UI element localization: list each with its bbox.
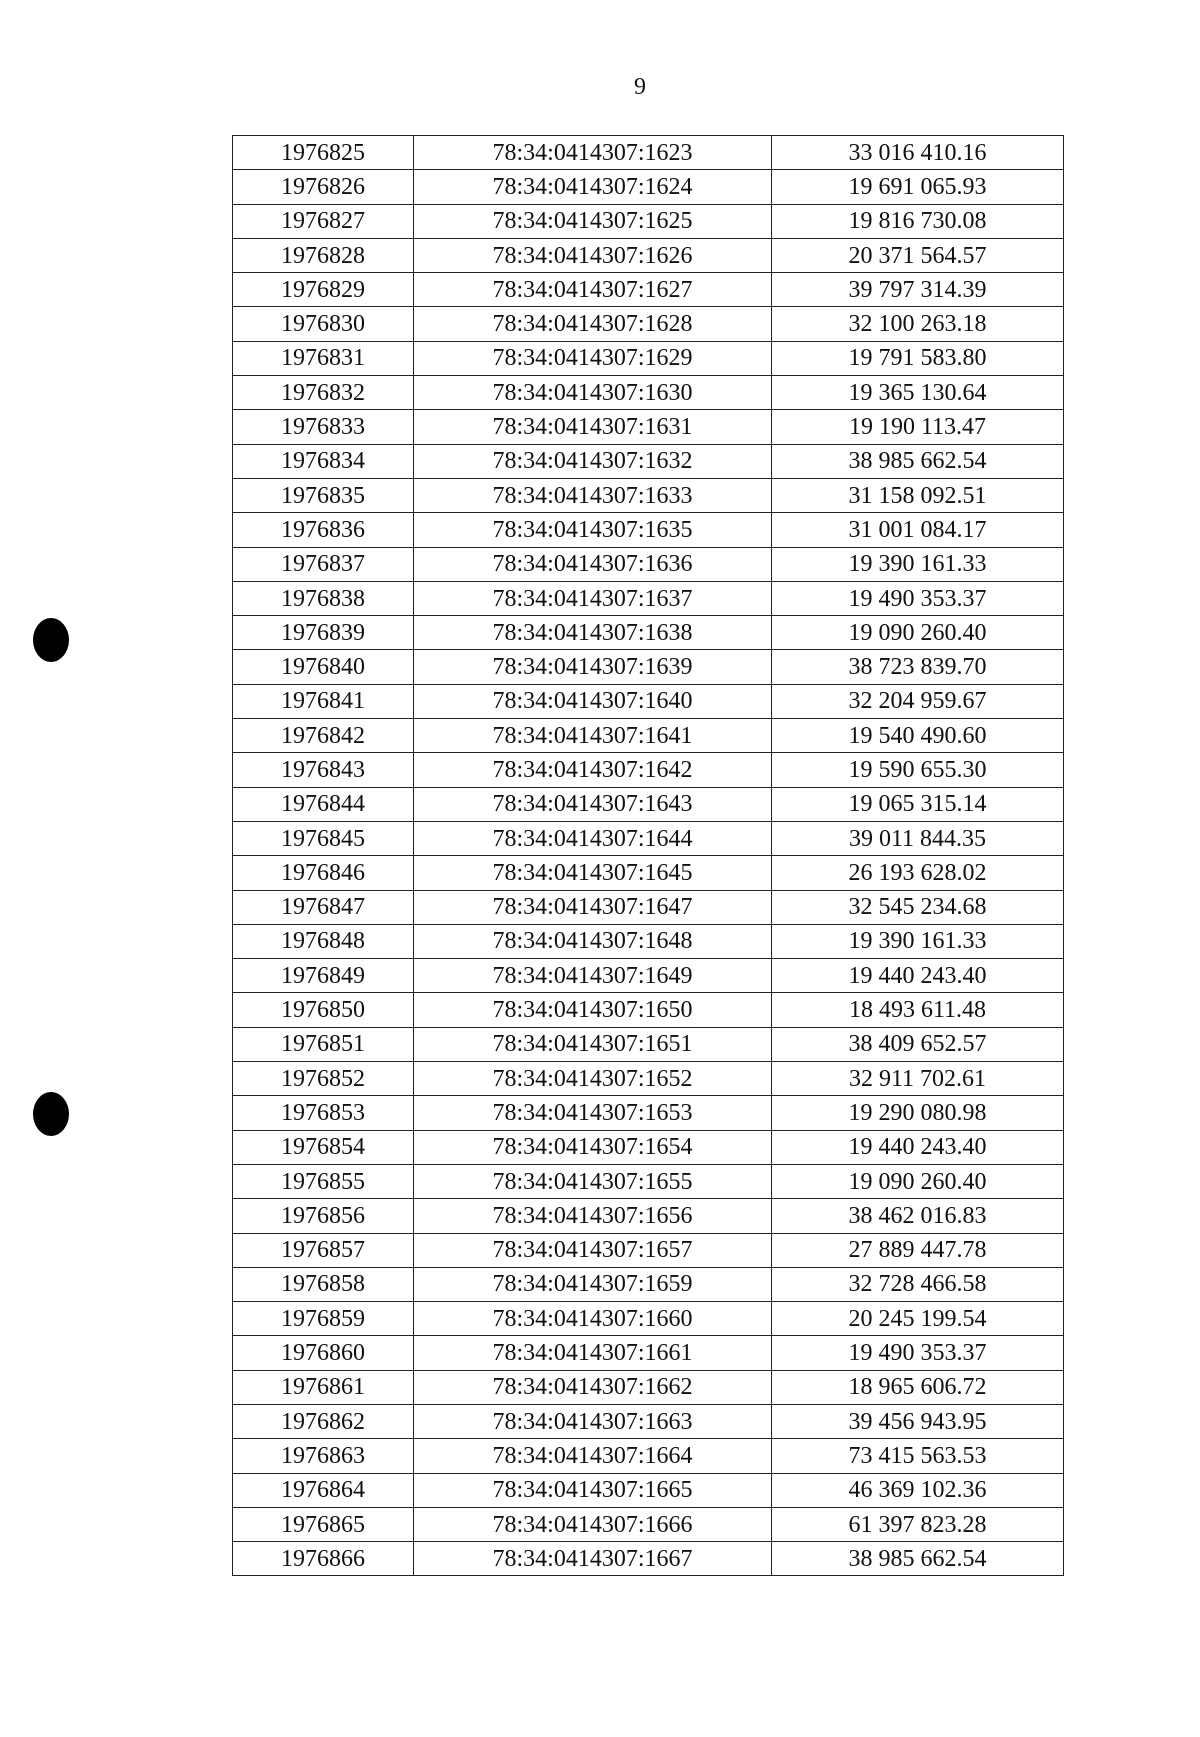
cadastral-number-cell: 78:34:0414307:1664 bbox=[414, 1439, 772, 1473]
cadastral-value-cell: 19 490 353.37 bbox=[772, 581, 1064, 615]
row-id-cell: 1976843 bbox=[233, 753, 414, 787]
cadastral-value-cell: 38 462 016.83 bbox=[772, 1199, 1064, 1233]
cadastral-value-cell: 46 369 102.36 bbox=[772, 1473, 1064, 1507]
cadastral-number-cell: 78:34:0414307:1661 bbox=[414, 1336, 772, 1370]
cadastral-value-cell: 38 985 662.54 bbox=[772, 444, 1064, 478]
table-row bbox=[233, 376, 1064, 410]
cadastral-number-cell: 78:34:0414307:1623 bbox=[414, 136, 772, 170]
cadastral-number-cell: 78:34:0414307:1662 bbox=[414, 1370, 772, 1404]
row-id-cell: 1976850 bbox=[233, 993, 414, 1027]
cadastral-value-cell: 19 090 260.40 bbox=[772, 616, 1064, 650]
table-row bbox=[233, 1302, 1064, 1336]
cadastral-number-cell: 78:34:0414307:1650 bbox=[414, 993, 772, 1027]
cadastral-value-cell: 38 985 662.54 bbox=[772, 1542, 1064, 1576]
cadastral-value-cell: 19 440 243.40 bbox=[772, 1130, 1064, 1164]
row-id-cell: 1976839 bbox=[233, 616, 414, 650]
cadastral-value-cell: 31 158 092.51 bbox=[772, 478, 1064, 512]
table-row bbox=[233, 1336, 1064, 1370]
cadastral-number-cell: 78:34:0414307:1644 bbox=[414, 821, 772, 855]
row-id-cell: 1976840 bbox=[233, 650, 414, 684]
cadastral-number-cell: 78:34:0414307:1656 bbox=[414, 1199, 772, 1233]
cadastral-number-cell: 78:34:0414307:1642 bbox=[414, 753, 772, 787]
cadastral-number-cell: 78:34:0414307:1657 bbox=[414, 1233, 772, 1267]
cadastral-value-cell: 26 193 628.02 bbox=[772, 856, 1064, 890]
cadastral-value-cell: 32 545 234.68 bbox=[772, 890, 1064, 924]
table-row bbox=[233, 924, 1064, 958]
cadastral-number-cell: 78:34:0414307:1632 bbox=[414, 444, 772, 478]
table-row bbox=[233, 650, 1064, 684]
table-row bbox=[233, 410, 1064, 444]
table-row bbox=[233, 1370, 1064, 1404]
table-row bbox=[233, 959, 1064, 993]
row-id-cell: 1976836 bbox=[233, 513, 414, 547]
row-id-cell: 1976830 bbox=[233, 307, 414, 341]
cadastral-number-cell: 78:34:0414307:1663 bbox=[414, 1404, 772, 1438]
cadastral-value-cell: 61 397 823.28 bbox=[772, 1507, 1064, 1541]
table-row bbox=[233, 821, 1064, 855]
row-id-cell: 1976856 bbox=[233, 1199, 414, 1233]
table-row bbox=[233, 1096, 1064, 1130]
row-id-cell: 1976864 bbox=[233, 1473, 414, 1507]
cadastral-value-cell: 32 100 263.18 bbox=[772, 307, 1064, 341]
table-row bbox=[233, 170, 1064, 204]
cadastral-number-cell: 78:34:0414307:1647 bbox=[414, 890, 772, 924]
table-row bbox=[233, 273, 1064, 307]
table-row bbox=[233, 581, 1064, 615]
cadastral-number-cell: 78:34:0414307:1666 bbox=[414, 1507, 772, 1541]
row-id-cell: 1976853 bbox=[233, 1096, 414, 1130]
cadastral-value-cell: 19 440 243.40 bbox=[772, 959, 1064, 993]
row-id-cell: 1976838 bbox=[233, 581, 414, 615]
table-row bbox=[233, 513, 1064, 547]
row-id-cell: 1976827 bbox=[233, 204, 414, 238]
table-row bbox=[233, 719, 1064, 753]
cadastral-number-cell: 78:34:0414307:1629 bbox=[414, 341, 772, 375]
cadastral-number-cell: 78:34:0414307:1648 bbox=[414, 924, 772, 958]
cadastral-value-cell: 19 691 065.93 bbox=[772, 170, 1064, 204]
row-id-cell: 1976851 bbox=[233, 1027, 414, 1061]
row-id-cell: 1976832 bbox=[233, 376, 414, 410]
cadastral-number-cell: 78:34:0414307:1653 bbox=[414, 1096, 772, 1130]
cadastral-number-cell: 78:34:0414307:1639 bbox=[414, 650, 772, 684]
cadastral-value-cell: 19 290 080.98 bbox=[772, 1096, 1064, 1130]
cadastral-value-cell: 18 493 611.48 bbox=[772, 993, 1064, 1027]
cadastral-value-cell: 19 190 113.47 bbox=[772, 410, 1064, 444]
row-id-cell: 1976866 bbox=[233, 1542, 414, 1576]
cadastral-value-cell: 32 911 702.61 bbox=[772, 1062, 1064, 1096]
row-id-cell: 1976848 bbox=[233, 924, 414, 958]
cadastral-value-cell: 19 390 161.33 bbox=[772, 924, 1064, 958]
cadastral-number-cell: 78:34:0414307:1660 bbox=[414, 1302, 772, 1336]
row-id-cell: 1976826 bbox=[233, 170, 414, 204]
cadastral-value-cell: 32 204 959.67 bbox=[772, 684, 1064, 718]
table-row bbox=[233, 684, 1064, 718]
row-id-cell: 1976825 bbox=[233, 136, 414, 170]
row-id-cell: 1976837 bbox=[233, 547, 414, 581]
table-row bbox=[233, 1027, 1064, 1061]
table-row bbox=[233, 547, 1064, 581]
row-id-cell: 1976849 bbox=[233, 959, 414, 993]
table-row bbox=[233, 341, 1064, 375]
row-id-cell: 1976861 bbox=[233, 1370, 414, 1404]
table-row bbox=[233, 1233, 1064, 1267]
row-id-cell: 1976835 bbox=[233, 478, 414, 512]
row-id-cell: 1976854 bbox=[233, 1130, 414, 1164]
cadastral-value-cell: 19 090 260.40 bbox=[772, 1164, 1064, 1198]
cadastral-number-cell: 78:34:0414307:1637 bbox=[414, 581, 772, 615]
row-id-cell: 1976829 bbox=[233, 273, 414, 307]
table-row bbox=[233, 444, 1064, 478]
table-row bbox=[233, 1542, 1064, 1576]
row-id-cell: 1976862 bbox=[233, 1404, 414, 1438]
cadastral-value-cell: 19 540 490.60 bbox=[772, 719, 1064, 753]
cadastral-value-cell: 20 245 199.54 bbox=[772, 1302, 1064, 1336]
table-row bbox=[233, 787, 1064, 821]
table-row bbox=[233, 478, 1064, 512]
row-id-cell: 1976841 bbox=[233, 684, 414, 718]
cadastral-number-cell: 78:34:0414307:1625 bbox=[414, 204, 772, 238]
table-row bbox=[233, 890, 1064, 924]
cadastral-number-cell: 78:34:0414307:1654 bbox=[414, 1130, 772, 1164]
cadastral-number-cell: 78:34:0414307:1638 bbox=[414, 616, 772, 650]
cadastral-number-cell: 78:34:0414307:1641 bbox=[414, 719, 772, 753]
row-id-cell: 1976845 bbox=[233, 821, 414, 855]
cadastral-number-cell: 78:34:0414307:1667 bbox=[414, 1542, 772, 1576]
cadastral-value-cell: 39 011 844.35 bbox=[772, 821, 1064, 855]
cadastral-number-cell: 78:34:0414307:1630 bbox=[414, 376, 772, 410]
cadastral-value-cell: 39 456 943.95 bbox=[772, 1404, 1064, 1438]
table-row bbox=[233, 1473, 1064, 1507]
table-row bbox=[233, 1062, 1064, 1096]
row-id-cell: 1976863 bbox=[233, 1439, 414, 1473]
cadastral-number-cell: 78:34:0414307:1643 bbox=[414, 787, 772, 821]
cadastral-number-cell: 78:34:0414307:1627 bbox=[414, 273, 772, 307]
punch-hole-mark bbox=[33, 618, 69, 662]
table-row bbox=[233, 753, 1064, 787]
cadastral-value-cell: 39 797 314.39 bbox=[772, 273, 1064, 307]
row-id-cell: 1976847 bbox=[233, 890, 414, 924]
cadastral-value-cell: 19 490 353.37 bbox=[772, 1336, 1064, 1370]
cadastral-number-cell: 78:34:0414307:1628 bbox=[414, 307, 772, 341]
cadastral-value-cell: 19 065 315.14 bbox=[772, 787, 1064, 821]
row-id-cell: 1976857 bbox=[233, 1233, 414, 1267]
cadastral-value-cell: 31 001 084.17 bbox=[772, 513, 1064, 547]
cadastral-value-table bbox=[232, 135, 1064, 1576]
row-id-cell: 1976833 bbox=[233, 410, 414, 444]
row-id-cell: 1976844 bbox=[233, 787, 414, 821]
cadastral-value-cell: 19 791 583.80 bbox=[772, 341, 1064, 375]
row-id-cell: 1976828 bbox=[233, 238, 414, 272]
cadastral-number-cell: 78:34:0414307:1624 bbox=[414, 170, 772, 204]
cadastral-value-cell: 19 365 130.64 bbox=[772, 376, 1064, 410]
cadastral-number-cell: 78:34:0414307:1655 bbox=[414, 1164, 772, 1198]
table-row bbox=[233, 856, 1064, 890]
cadastral-number-cell: 78:34:0414307:1645 bbox=[414, 856, 772, 890]
cadastral-value-cell: 19 390 161.33 bbox=[772, 547, 1064, 581]
cadastral-number-cell: 78:34:0414307:1633 bbox=[414, 478, 772, 512]
page-number: 9 bbox=[634, 74, 646, 100]
row-id-cell: 1976859 bbox=[233, 1302, 414, 1336]
table-row bbox=[233, 1164, 1064, 1198]
row-id-cell: 1976842 bbox=[233, 719, 414, 753]
cadastral-number-cell: 78:34:0414307:1626 bbox=[414, 238, 772, 272]
table-body bbox=[233, 136, 1064, 1576]
cadastral-value-cell: 33 016 410.16 bbox=[772, 136, 1064, 170]
row-id-cell: 1976846 bbox=[233, 856, 414, 890]
cadastral-value-cell: 38 723 839.70 bbox=[772, 650, 1064, 684]
row-id-cell: 1976865 bbox=[233, 1507, 414, 1541]
cadastral-number-cell: 78:34:0414307:1640 bbox=[414, 684, 772, 718]
table-row bbox=[233, 1439, 1064, 1473]
cadastral-number-cell: 78:34:0414307:1652 bbox=[414, 1062, 772, 1096]
cadastral-number-cell: 78:34:0414307:1636 bbox=[414, 547, 772, 581]
table-row bbox=[233, 307, 1064, 341]
table-row bbox=[233, 1267, 1064, 1301]
cadastral-number-cell: 78:34:0414307:1631 bbox=[414, 410, 772, 444]
cadastral-number-cell: 78:34:0414307:1659 bbox=[414, 1267, 772, 1301]
cadastral-number-cell: 78:34:0414307:1665 bbox=[414, 1473, 772, 1507]
table-row bbox=[233, 136, 1064, 170]
table-row bbox=[233, 204, 1064, 238]
cadastral-value-cell: 73 415 563.53 bbox=[772, 1439, 1064, 1473]
cadastral-number-cell: 78:34:0414307:1635 bbox=[414, 513, 772, 547]
cadastral-value-cell: 18 965 606.72 bbox=[772, 1370, 1064, 1404]
row-id-cell: 1976852 bbox=[233, 1062, 414, 1096]
cadastral-value-cell: 19 590 655.30 bbox=[772, 753, 1064, 787]
row-id-cell: 1976831 bbox=[233, 341, 414, 375]
row-id-cell: 1976860 bbox=[233, 1336, 414, 1370]
table-row bbox=[233, 238, 1064, 272]
cadastral-value-cell: 38 409 652.57 bbox=[772, 1027, 1064, 1061]
row-id-cell: 1976834 bbox=[233, 444, 414, 478]
table-row bbox=[233, 1199, 1064, 1233]
cadastral-value-cell: 20 371 564.57 bbox=[772, 238, 1064, 272]
cadastral-number-cell: 78:34:0414307:1649 bbox=[414, 959, 772, 993]
table-row bbox=[233, 616, 1064, 650]
row-id-cell: 1976858 bbox=[233, 1267, 414, 1301]
punch-hole-mark bbox=[33, 1092, 69, 1136]
table-row bbox=[233, 1507, 1064, 1541]
table-row bbox=[233, 1130, 1064, 1164]
cadastral-value-cell: 19 816 730.08 bbox=[772, 204, 1064, 238]
row-id-cell: 1976855 bbox=[233, 1164, 414, 1198]
table-row bbox=[233, 1404, 1064, 1438]
cadastral-value-cell: 27 889 447.78 bbox=[772, 1233, 1064, 1267]
cadastral-number-cell: 78:34:0414307:1651 bbox=[414, 1027, 772, 1061]
table-row bbox=[233, 993, 1064, 1027]
cadastral-value-cell: 32 728 466.58 bbox=[772, 1267, 1064, 1301]
